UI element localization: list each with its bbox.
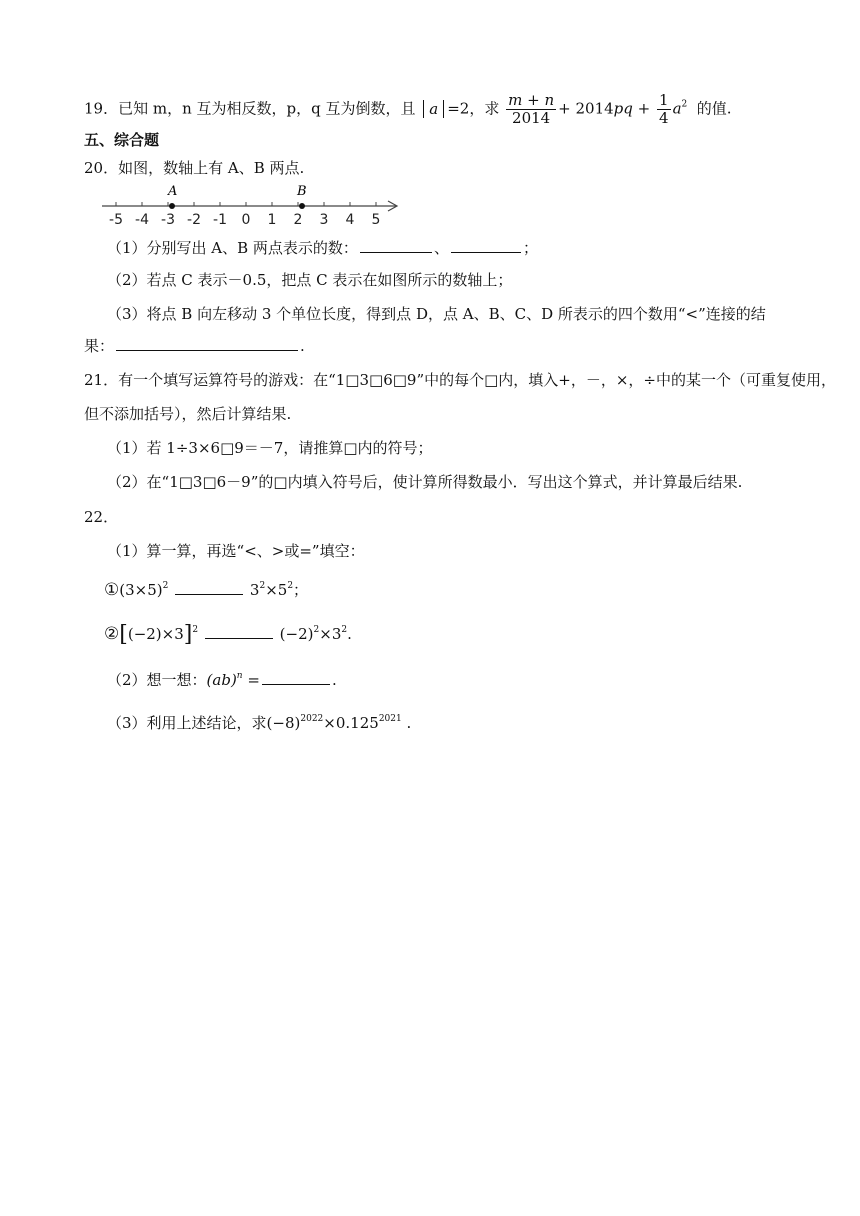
tick-label: -1: [213, 212, 227, 226]
point-b-label: B: [297, 184, 307, 199]
question-20-part-3: （3）将点 B 向左移动 3 个单位长度，得到点 D，点 A、B、C、D 所表示的四个数用“<”连接的结: [107, 305, 766, 323]
answer-blank[interactable]: [175, 580, 243, 595]
tick-label: 3: [319, 212, 329, 226]
question-20-stem: 20．如图，数轴上有 A、B 两点.: [84, 159, 305, 177]
question-21-part-2: （2）在“1□3□6－9”的□内填入符号后，使计算所得数最小．写出这个算式，并计算最后结果.: [107, 473, 743, 491]
point-a-dot: [169, 203, 175, 209]
point-b-dot: [299, 203, 305, 209]
question-22-number: 22．: [84, 508, 119, 526]
question-19: 19．已知 m，n 互为相反数，p，q 互为倒数，且 a =2，求 $\frac{m + n}{2014}$ + 2014pq + $\frac{1}{4}$ $a^2$ 的值.: [84, 91, 732, 127]
answer-blank[interactable]: [205, 624, 273, 639]
question-20-part-3-cont: 果： .: [84, 337, 305, 355]
tick-label: 4: [345, 212, 355, 226]
point-a-label: A: [168, 184, 178, 199]
question-text: 的值.: [696, 99, 732, 118]
fraction-m-n-over-2014: $\frac{m + n}{2014}$: [508, 91, 555, 127]
tick-label: 1: [267, 212, 277, 226]
question-21-line-2: 但不添加括号），然后计算结果.: [84, 405, 292, 423]
tick-label: -3: [161, 212, 175, 226]
section-heading: 五、综合题: [84, 131, 160, 149]
question-22-part-1: （1）算一算，再选“<、>或=”填空：: [107, 542, 365, 560]
tick-label: -2: [187, 212, 201, 226]
tick-label: -5: [109, 212, 123, 226]
circled-number-1: ①: [104, 580, 120, 600]
answer-blank[interactable]: [262, 670, 330, 685]
tick-label: 2: [293, 212, 303, 226]
answer-blank[interactable]: [116, 336, 298, 351]
question-22-item-1: $①(3\times 5)^2$ $3^2\times 5^2$；: [104, 580, 309, 600]
question-22-part-2: （2）想一想：(ab)$^n$ = .: [107, 671, 337, 689]
question-22-item-2: $②[(-2)\times 3]^2$ $(-2)^2\times 3^2$.: [104, 622, 352, 647]
tick-label: -4: [135, 212, 149, 226]
question-text: 已知 m，n 互为相反数，p，q 互为倒数，且: [118, 99, 416, 118]
tick-label: 5: [371, 212, 381, 226]
question-21-line-1: 21．有一个填写运算符号的游戏：在“1□3□6□9”中的每个□内，填入+，－，×，÷中的某一个（可重复使用，: [84, 371, 836, 389]
question-number: 19．: [84, 99, 119, 118]
question-20-part-1: （1）分别写出 A、B 两点表示的数： 、 ；: [107, 239, 538, 257]
answer-blank[interactable]: [360, 238, 432, 253]
question-21-part-1: （1）若 1÷3×6□9＝－7，请推算□内的符号；: [107, 439, 433, 457]
absolute-value: a: [423, 100, 444, 118]
fraction-one-quarter: $\frac{1}{4}$: [659, 91, 669, 127]
question-22-part-3: （3）利用上述结论，求$(-8)^{2022}\times 0.125^{2021}$ .: [107, 714, 412, 732]
question-20-part-2: （2）若点 C 表示－0.5，把点 C 表示在如图所示的数轴上；: [107, 271, 513, 289]
answer-blank[interactable]: [451, 238, 521, 253]
circled-number-2: ②: [104, 624, 120, 644]
question-text: =2，求: [447, 99, 500, 118]
tick-label: 0: [241, 212, 251, 226]
number-line: [96, 180, 406, 226]
